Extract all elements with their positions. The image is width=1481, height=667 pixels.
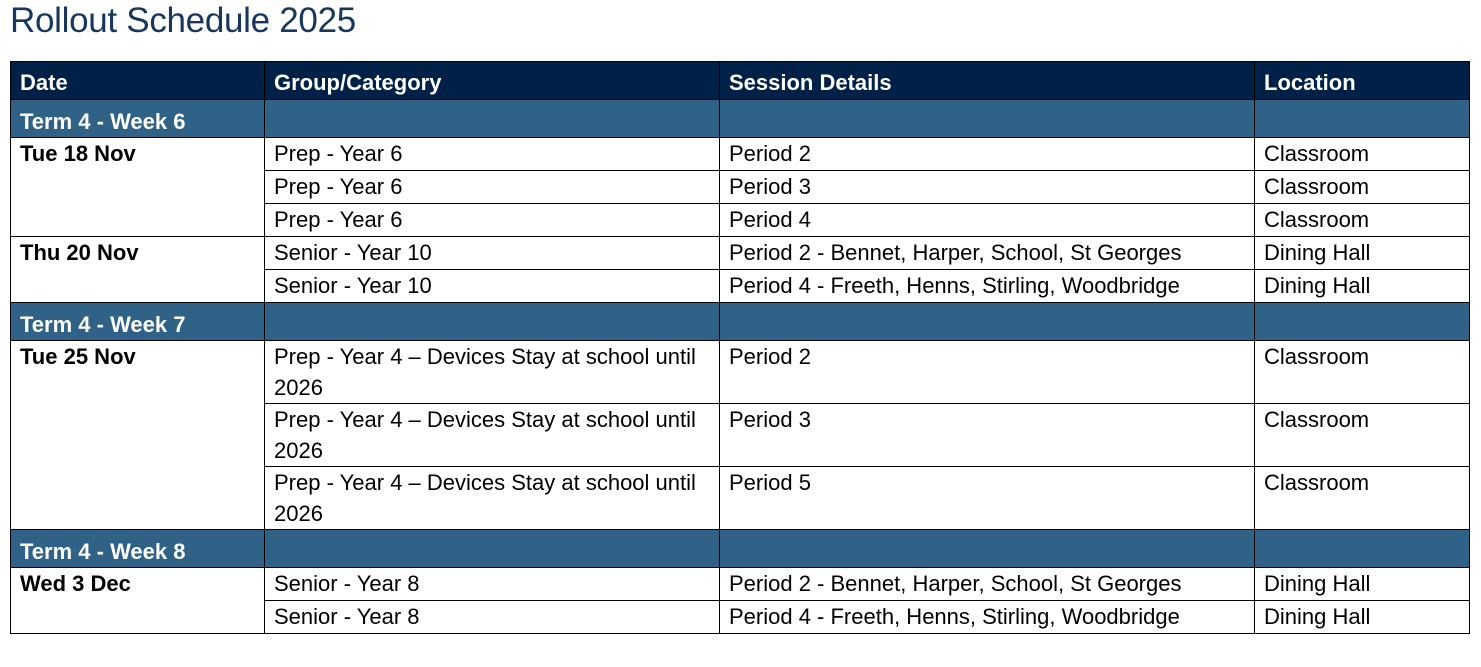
session-cell: Period 2 - Bennet, Harper, School, St Georges [720,568,1255,601]
header-session-details: Session Details [720,62,1255,100]
session-cell: Period 2 - Bennet, Harper, School, St Georges [720,237,1255,270]
location-cell: Classroom [1255,171,1470,204]
table-header [11,62,1470,100]
location-cell: Dining Hall [1255,270,1470,303]
group-cell: Prep - Year 6 [265,138,720,171]
date-cell: Tue 25 Nov [11,341,265,530]
header-date: Date [11,62,265,100]
location-cell: Classroom [1255,341,1470,404]
table-row [11,341,1470,404]
table-body [11,100,1470,634]
page-title: Rollout Schedule 2025 [10,1,356,40]
table-row [11,237,1470,270]
header-group-category: Group/Category [265,62,720,100]
date-cell: Thu 20 Nov [11,237,265,303]
table-row [11,568,1470,601]
session-cell: Period 2 [720,341,1255,404]
term-row-week-8 [11,530,1470,568]
term-row-week-7 [11,303,1470,341]
group-cell: Senior - Year 8 [265,568,720,601]
group-cell: Prep - Year 4 – Devices Stay at school until 2026 [265,467,720,530]
term-cell-empty [720,100,1255,138]
location-cell: Classroom [1255,138,1470,171]
term-label: Term 4 - Week 7 [11,303,265,341]
group-cell: Prep - Year 4 – Devices Stay at school until 2026 [265,341,720,404]
session-cell: Period 3 [720,171,1255,204]
session-cell: Period 5 [720,467,1255,530]
rollout-schedule-table [10,61,1470,634]
header-row [11,62,1470,100]
term-cell-empty [265,100,720,138]
term-cell-empty [720,303,1255,341]
group-cell: Senior - Year 10 [265,237,720,270]
group-cell: Senior - Year 8 [265,601,720,634]
term-cell-empty [720,530,1255,568]
table-row [11,138,1470,171]
group-cell: Prep - Year 6 [265,204,720,237]
term-row-week-6 [11,100,1470,138]
session-cell: Period 4 [720,204,1255,237]
term-cell-empty [1255,303,1470,341]
term-cell-empty [265,303,720,341]
location-cell: Dining Hall [1255,601,1470,634]
date-cell: Tue 18 Nov [11,138,265,237]
session-cell: Period 2 [720,138,1255,171]
location-cell: Classroom [1255,467,1470,530]
session-cell: Period 4 - Freeth, Henns, Stirling, Woodbridge [720,601,1255,634]
group-cell: Prep - Year 6 [265,171,720,204]
location-cell: Dining Hall [1255,237,1470,270]
term-cell-empty [265,530,720,568]
session-cell: Period 3 [720,404,1255,467]
group-cell: Prep - Year 4 – Devices Stay at school until 2026 [265,404,720,467]
term-cell-empty [1255,530,1470,568]
location-cell: Classroom [1255,204,1470,237]
location-cell: Classroom [1255,404,1470,467]
term-label: Term 4 - Week 6 [11,100,265,138]
group-cell: Senior - Year 10 [265,270,720,303]
header-location: Location [1255,62,1470,100]
location-cell: Dining Hall [1255,568,1470,601]
session-cell: Period 4 - Freeth, Henns, Stirling, Woodbridge [720,270,1255,303]
term-cell-empty [1255,100,1470,138]
date-cell: Wed 3 Dec [11,568,265,634]
term-label: Term 4 - Week 8 [11,530,265,568]
